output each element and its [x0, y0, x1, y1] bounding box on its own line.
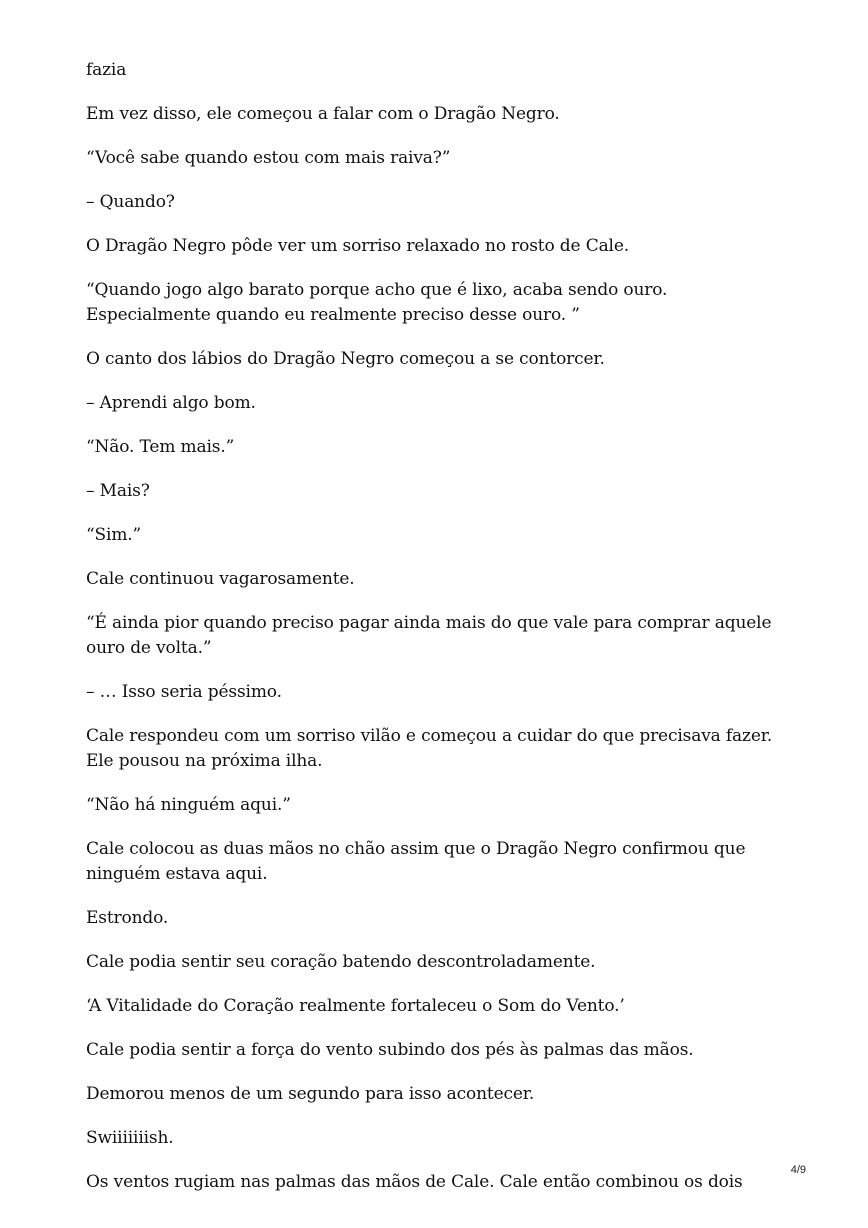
paragraph: “Não há ninguém aqui.” — [86, 795, 291, 815]
paragraph: O canto dos lábios do Dragão Negro começou a se contorcer. — [86, 349, 605, 369]
paragraph: Cale podia sentir seu coração batendo descontroladamente. — [86, 952, 596, 972]
paragraph: Cale continuou vagarosamente. — [86, 569, 355, 589]
paragraph: Swiiiiiiish. — [86, 1128, 174, 1148]
document-body — [86, 58, 786, 1214]
paragraph: Em vez disso, ele começou a falar com o Dragão Negro. — [86, 104, 560, 124]
paragraph: – … Isso seria péssimo. — [86, 682, 282, 702]
paragraph: O Dragão Negro pôde ver um sorriso relaxado no rosto de Cale. — [86, 236, 630, 256]
paragraph: Demorou menos de um segundo para isso acontecer. — [86, 1084, 535, 1104]
paragraph: ‘A Vitalidade do Coração realmente fortaleceu o Som do Vento.’ — [86, 996, 625, 1016]
paragraph: “É ainda pior quando preciso pagar ainda mais do que vale para comprar aquele ouro de volta.” — [86, 613, 772, 658]
paragraph: – Aprendi algo bom. — [86, 393, 256, 413]
paragraph: Cale podia sentir a força do vento subindo dos pés às palmas das mãos. — [86, 1040, 694, 1060]
paragraph: “Você sabe quando estou com mais raiva?” — [86, 148, 451, 168]
paragraph: Estrondo. — [86, 908, 169, 928]
paragraph: Os ventos rugiam nas palmas das mãos de Cale. Cale então combinou os dois — [86, 1172, 743, 1192]
paragraph: “Não. Tem mais.” — [86, 437, 235, 457]
paragraph: Cale colocou as duas mãos no chão assim que o Dragão Negro confirmou que ninguém estava aqui. — [86, 839, 746, 884]
paragraph: Cale respondeu com um sorriso vilão e começou a cuidar do que precisava fazer. Ele pousou na próxima ilha. — [86, 726, 773, 771]
page-number: 4/9 — [790, 1164, 806, 1176]
paragraph: – Mais? — [86, 481, 150, 501]
paragraph: fazia — [86, 60, 127, 80]
paragraph: – Quando? — [86, 192, 175, 212]
paragraph: “Sim.” — [86, 525, 142, 545]
paragraph: “Quando jogo algo barato porque acho que é lixo, acaba sendo ouro. Especialmente quando eu realmente preciso desse ouro. ” — [86, 280, 668, 325]
